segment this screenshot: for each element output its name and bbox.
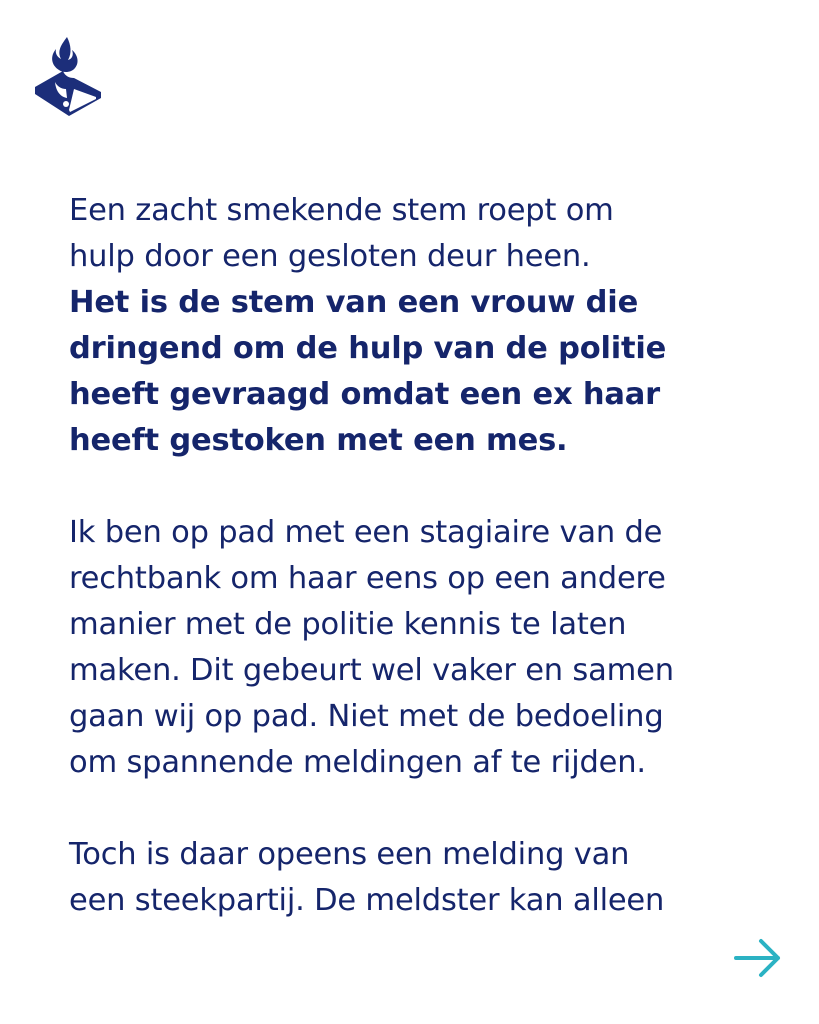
text-line: een steekpartij. De meldster kan alleen: [69, 883, 665, 918]
post-text: [69, 188, 789, 970]
text-line: maken. Dit gebeurt wel vaker en samen: [69, 653, 674, 688]
text-line: gaan wij op pad. Niet met de bedoeling: [69, 699, 664, 734]
paragraph-2: [69, 510, 789, 786]
paragraph-1: [69, 188, 789, 464]
arrow-right-icon[interactable]: [732, 936, 784, 980]
bold-text-line: Het is de stem van een vrouw die: [69, 285, 639, 320]
text-line: Toch is daar opeens een melding van: [69, 837, 630, 872]
text-line: Ik ben op pad met een stagiaire van de: [69, 515, 663, 550]
police-badge-icon: [30, 34, 106, 124]
text-line: manier met de politie kennis te laten: [69, 607, 627, 642]
text-line: hulp door een gesloten deur heen.: [69, 239, 591, 274]
text-line: rechtbank om haar eens op een andere: [69, 561, 666, 596]
paragraph-3: [69, 832, 789, 924]
text-line: Een zacht smekende stem roept om: [69, 193, 614, 228]
text-line: om spannende meldingen af te rijden.: [69, 745, 646, 780]
bold-text-line: heeft gevraagd omdat een ex haar: [69, 377, 660, 412]
bold-text-line: heeft gestoken met een mes.: [69, 423, 568, 458]
bold-text-line: dringend om de hulp van de politie: [69, 331, 667, 366]
